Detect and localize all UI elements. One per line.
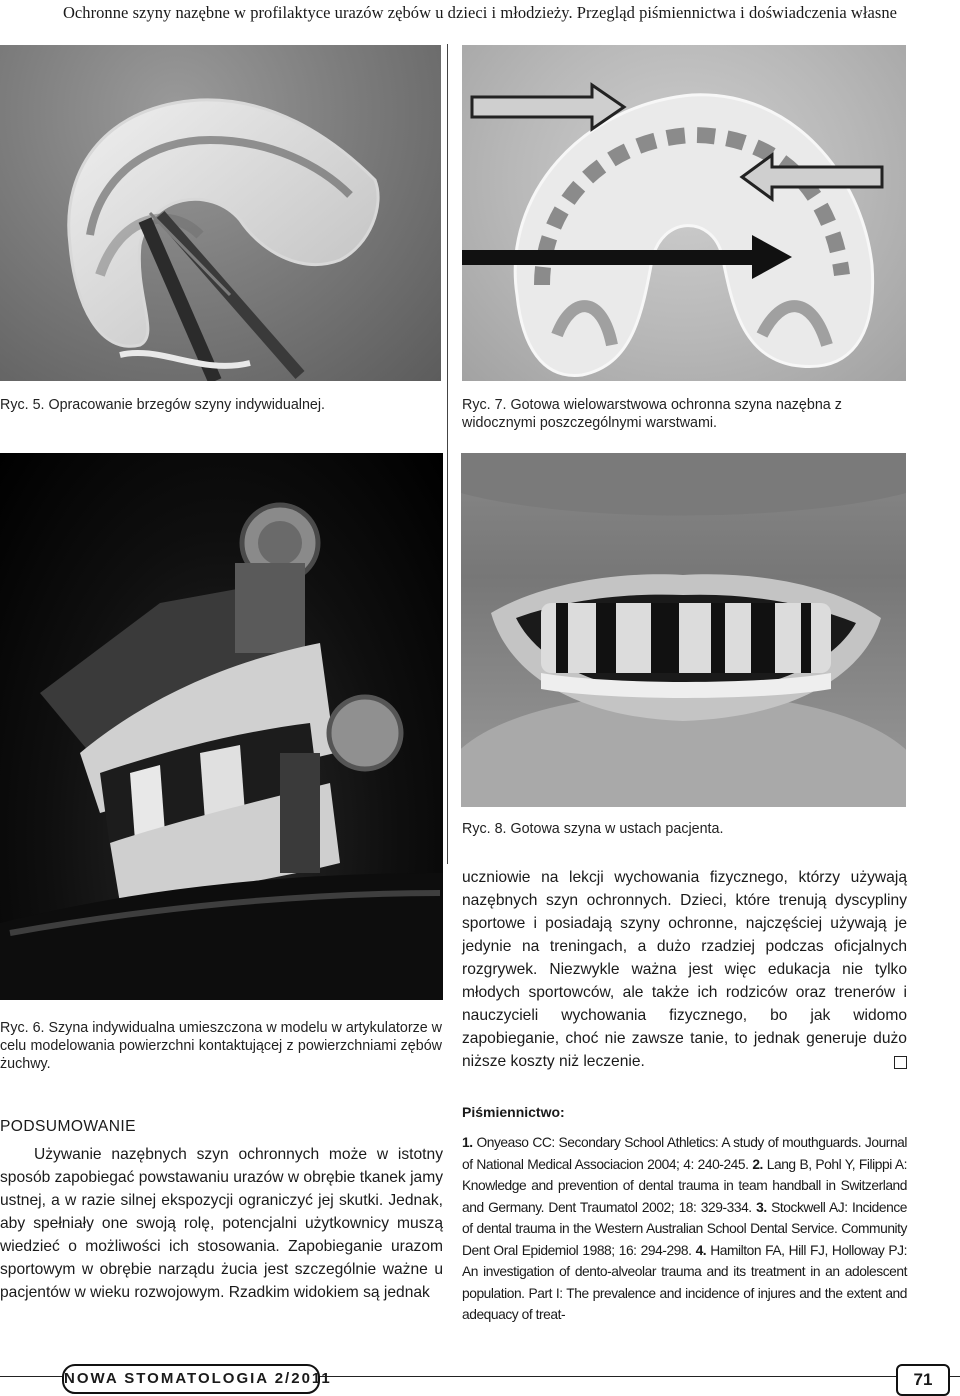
figure-7-photo — [462, 45, 906, 381]
journal-name-badge: NOWA STOMATOLOGIA 2/2011 — [62, 1364, 320, 1394]
figure-6-caption: Ryc. 6. Szyna indywidualna umieszczona w modelu w artykulatorze w celu modelowania powierzchni kontaktującej z powierzchniami zębów żuchwy. — [0, 1020, 442, 1072]
right-column-text: uczniowie na lekcji wychowania fizycznego, którzy używają nazębnych szyn ochronnych. Dzieci, które trenują dyscypliny sportowe i posiadają szyny ochronne, najczęściej używają je jedynie na treningach, a dużo rzadziej podczas oficjalnych rozgrywek. Niezwykle ważna jest więc edukacja nie tylko młodych sportowców, ale także ich rodziców oraz trenerów i nauczycieli wychowania fizycznego, bo jak widomo zapobieganie, choć nie zawsze tanie, to jednak generuje dużo niższe koszty niż leczenie. — [462, 869, 907, 1070]
running-header: Ochronne szyny nazębne w profilaktyce urazów zębów u dzieci i młodzieży. Przegląd piśmiennictwa i doświadczenia własne — [62, 3, 898, 22]
reference-item: 2. Lang B, Pohl Y, Filippi A: Knowledge and prevention of dental trauma in team handball in Switzerland and Germany. Dent Traumatol 2002; 18: 329-334. — [462, 1156, 907, 1215]
figure-7-caption: Ryc. 7. Gotowa wielowarstwowa ochronna szyna nazębna z widocznymi poszczególnymi warstwami. — [462, 397, 842, 431]
references-list — [462, 1132, 907, 1326]
summary-heading: PODSUMOWANIE — [0, 1118, 136, 1135]
references-heading: Piśmiennictwo: — [462, 1104, 565, 1120]
right-column-paragraph — [462, 866, 907, 1073]
reference-item: 4. Hamilton FA, Hill FJ, Holloway PJ: An investigation of dento-alveolar trauma and its treatment in an adolescent population. Part I: The prevalence and incidence of injures and the extent and adequacy of treat- — [462, 1242, 907, 1322]
reference-item: 3. Stockwell AJ: Incidence of dental trauma in the Western Australian School Dental Service. Community Dent Oral Epidemiol 1988; 16: 294-298. — [462, 1199, 908, 1258]
figure-5-photo — [0, 45, 441, 381]
summary-paragraph: Używanie nazębnych szyn ochronnych może w istotny sposób zapobiegać powstawaniu urazów w obrębie tkanek jamy ustnej, a w razie silnej ekspozycji ograniczyć jej skutki. Jednak, aby spełniały one swoją rolę, potencjalni użytkownicy muszą wiedzieć o możliwości ich stosowania. Zapobieganie urazom sportowym w obrębie narządu żucia jest szczególnie ważne u pacjentów w wieku rozwojowym. Rzadkim widokiem są jednak — [0, 1146, 443, 1301]
end-of-article-square-icon — [894, 1056, 907, 1069]
column-divider — [447, 44, 448, 864]
reference-item: 1. Onyeaso CC: Secondary School Athletics: A study of mouthguards. Journal of National Medical Associacion 2004; 4: 240-245. — [462, 1135, 908, 1172]
figure-6-photo — [0, 453, 443, 1000]
page-number: 71 — [896, 1364, 950, 1396]
figure-5-caption: Ryc. 5. Opracowanie brzegów szyny indywidualnej. — [0, 397, 326, 413]
figure-8-caption: Ryc. 8. Gotowa szyna w ustach pacjenta. — [462, 821, 724, 837]
figure-8-photo — [461, 453, 906, 807]
